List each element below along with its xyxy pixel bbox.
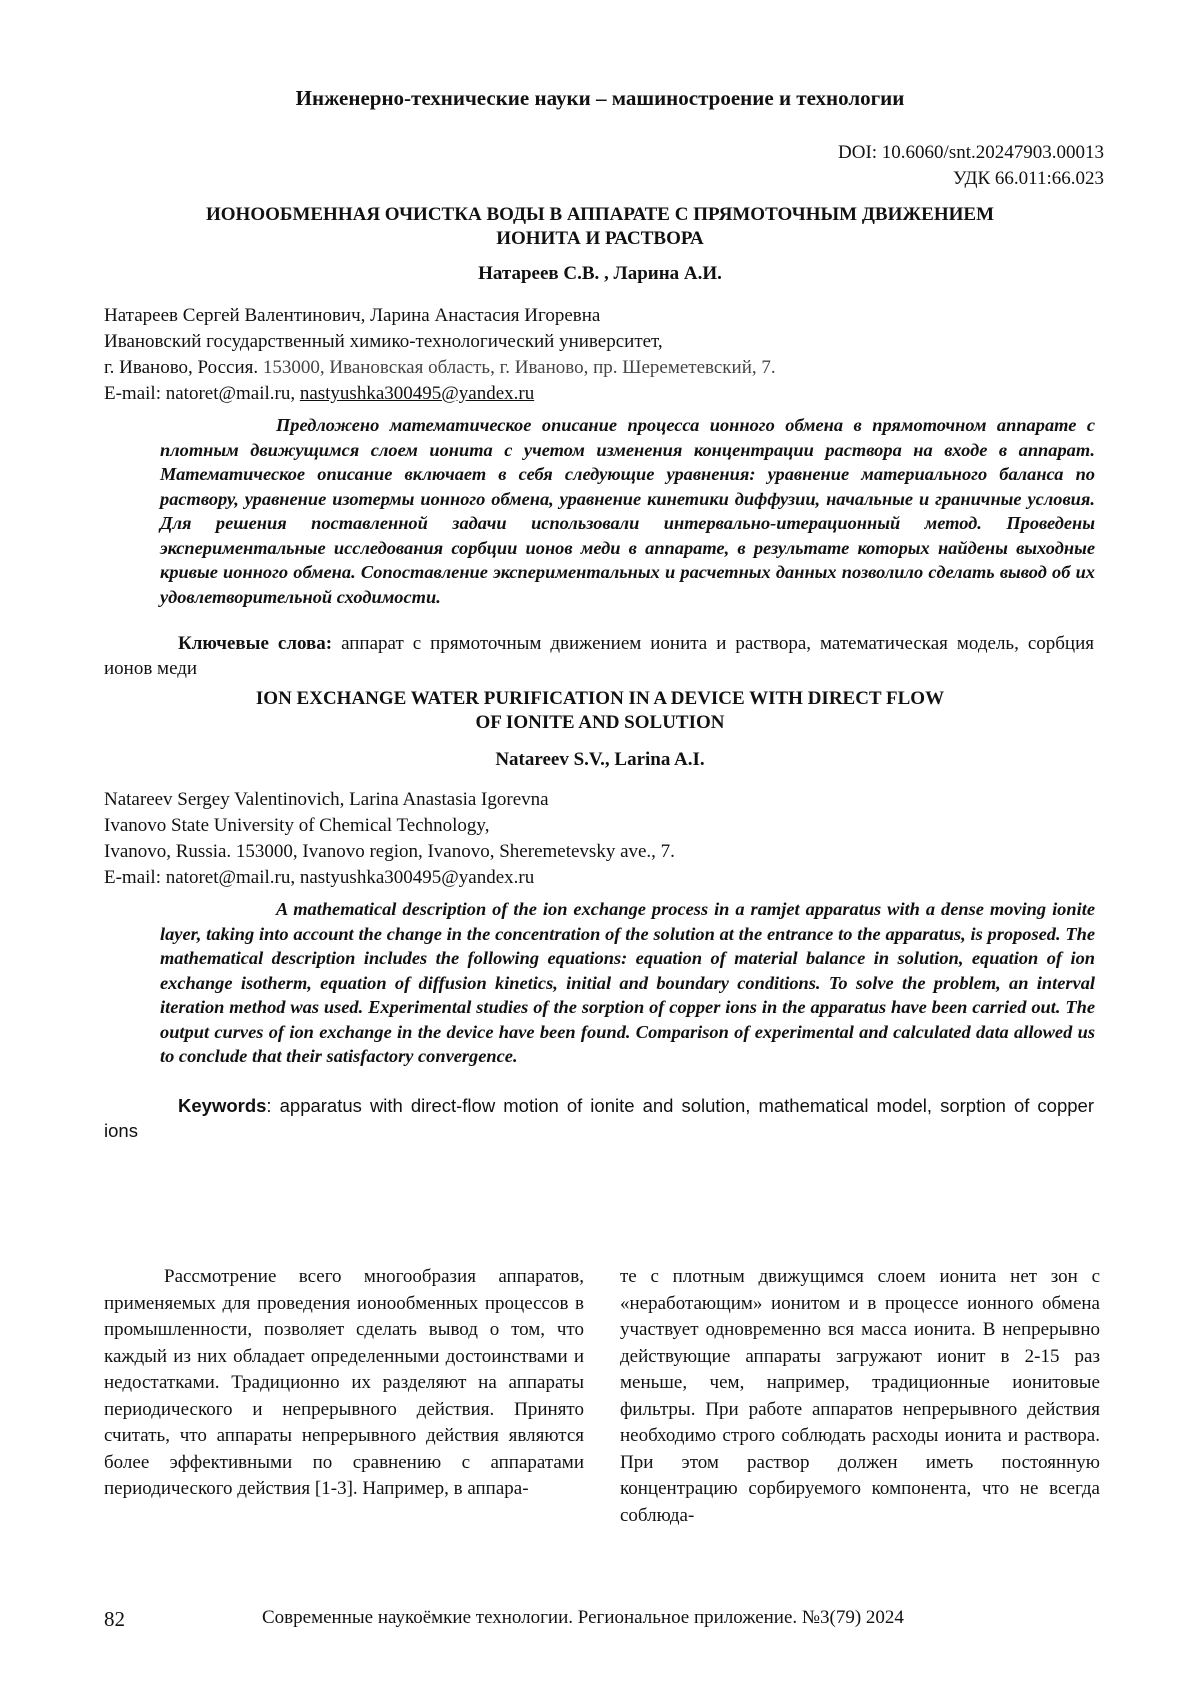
ru-title-line1: ИОНООБМЕННАЯ ОЧИСТКА ВОДЫ В АППАРАТЕ С ПРЯМОТОЧНЫМ ДВИЖЕНИЕМ <box>205 204 995 225</box>
ru-abstract: Предложено математическое описание процесса ионного обмена в прямоточном аппарате с плотным движущимся слоем ионита с учетом изменения концентрации раствора на входе в аппарат. Математическое описание включает в себя следующие уравнения: уравнение материального баланса по раствору, уравнение изотермы ионного обмена, уравнение кинетики диффузии, начальные и граничные условия. Для решения поставленной задачи использовали интервально-итерационный метод. Проведены экспериментальные исследования сорбции ионов меди в аппарате, в результате которых найдены выходные кривые ионного обмена. Сопоставление экспериментальных и расчетных данных позволило сделать вывод об их удовлетворительной сходимости. <box>160 415 1095 607</box>
ru-affiliation <box>104 303 776 407</box>
ru-title <box>120 203 1080 251</box>
journal-name: Современные наукоёмкие технологии. Региональное приложение. №3(79) 2024 <box>262 1607 904 1628</box>
page-number: 82 <box>104 1607 125 1631</box>
section-header: Инженерно-технические науки – машиностроение и технологии <box>295 86 905 110</box>
ru-city: г. Иваново, Россия. <box>104 357 259 378</box>
en-email: E-mail: natoret@mail.ru, nastyushka300495@yandex.ru <box>104 867 535 888</box>
en-title <box>120 687 1080 735</box>
en-address: Ivanovo, Russia. 153000, Ivanovo region, Ivanovo, Sheremetevsky ave., 7. <box>104 841 675 862</box>
en-keywords-text: : apparatus with direct-flow motion of ionite and solution, mathematical model, sorption of copper ions <box>104 1095 1094 1141</box>
ru-address-line <box>104 355 776 381</box>
ru-authors: Натареев С.В. , Ларина А.И. <box>478 263 722 284</box>
ru-address: 153000, Ивановская область, г. Иваново, пр. Шереметевский, 7. <box>262 357 776 378</box>
ru-title-line2: ИОНИТА И РАСТВОРА <box>496 228 704 249</box>
ru-email-line <box>104 381 776 407</box>
en-university: Ivanovo State University of Chemical Technology, <box>104 815 490 836</box>
en-abstract: A mathematical description of the ion exchange process in a ramjet apparatus with a dense moving ionite layer, taking into account the change in the concentration of the solution at the entrance to the apparatus, is proposed. The mathematical description includes the following equations: equation of material balance in solution, equation of ion exchange isotherm, equation of diffusion kinetics, initial and boundary conditions. To solve the problem, an interval iteration method was used. Experimental studies of the sorption of copper ions in the apparatus have been carried out. The output curves of ion exchange in the device have been found. Comparison of experimental and calculated data allowed us to conclude that their satisfactory convergence. <box>160 899 1095 1066</box>
en-author-names: Natareev Sergey Valentinovich, Larina Anastasia Igorevna <box>104 789 549 810</box>
ru-keywords-label: Ключевые слова: <box>178 633 333 654</box>
ru-email: E-mail: natoret@mail.ru, <box>104 383 296 404</box>
en-authors: Natareev S.V., Larina A.I. <box>495 749 705 770</box>
ru-author-names: Натареев Сергей Валентинович, Ларина Анастасия Игоревна <box>104 305 601 326</box>
en-title-line1: ION EXCHANGE WATER PURIFICATION IN A DEVICE WITH DIRECT FLOW <box>255 688 945 709</box>
ru-keywords <box>104 631 1094 681</box>
ru-university: Ивановский государственный химико-технологический университет, <box>104 331 663 352</box>
udk: УДК 66.011:66.023 <box>953 168 1104 189</box>
en-keywords <box>104 1093 1094 1143</box>
ru-keywords-text: аппарат с прямоточным движением ионита и раствора, математическая модель, сорбция ионов меди <box>104 633 1094 679</box>
body-left-column: Рассмотрение всего многообразия аппаратов, применяемых для проведения ионообменных процессов в промышленности, позволяет сделать вывод о том, что каждый из них обладает определенными достоинствами и недостатками. Традиционно их разделяют на аппараты периодического и непрерывного действия. Принято считать, что аппараты непрерывного действия являются более эффективными по сравнению с аппаратами периодического действия [1-3]. Например, в аппара- <box>104 1266 584 1499</box>
en-title-line2: OF IONITE AND SOLUTION <box>475 712 725 733</box>
en-affiliation <box>104 787 675 891</box>
body-right-column: те с плотным движущимся слоем ионита нет зон с «неработающим» ионитом и в процессе ионного обмена участвует одновременно вся масса ионита. В непрерывно действующие аппараты загружают ионит в 2-15 раз меньше, чем, например, традиционные ионитовые фильтры. При работе аппаратов непрерывного действия необходимо строго соблюдать расходы ионита и раствора. При этом раствор должен иметь постоянную концентрацию сорбируемого компонента, что не всегда соблюда- <box>620 1266 1100 1526</box>
article-identifiers <box>838 140 1104 192</box>
en-keywords-label: Keywords <box>178 1095 267 1116</box>
doi: DOI: 10.6060/snt.20247903.00013 <box>838 142 1104 163</box>
ru-email-link[interactable]: nastyushka300495@yandex.ru <box>299 383 535 404</box>
